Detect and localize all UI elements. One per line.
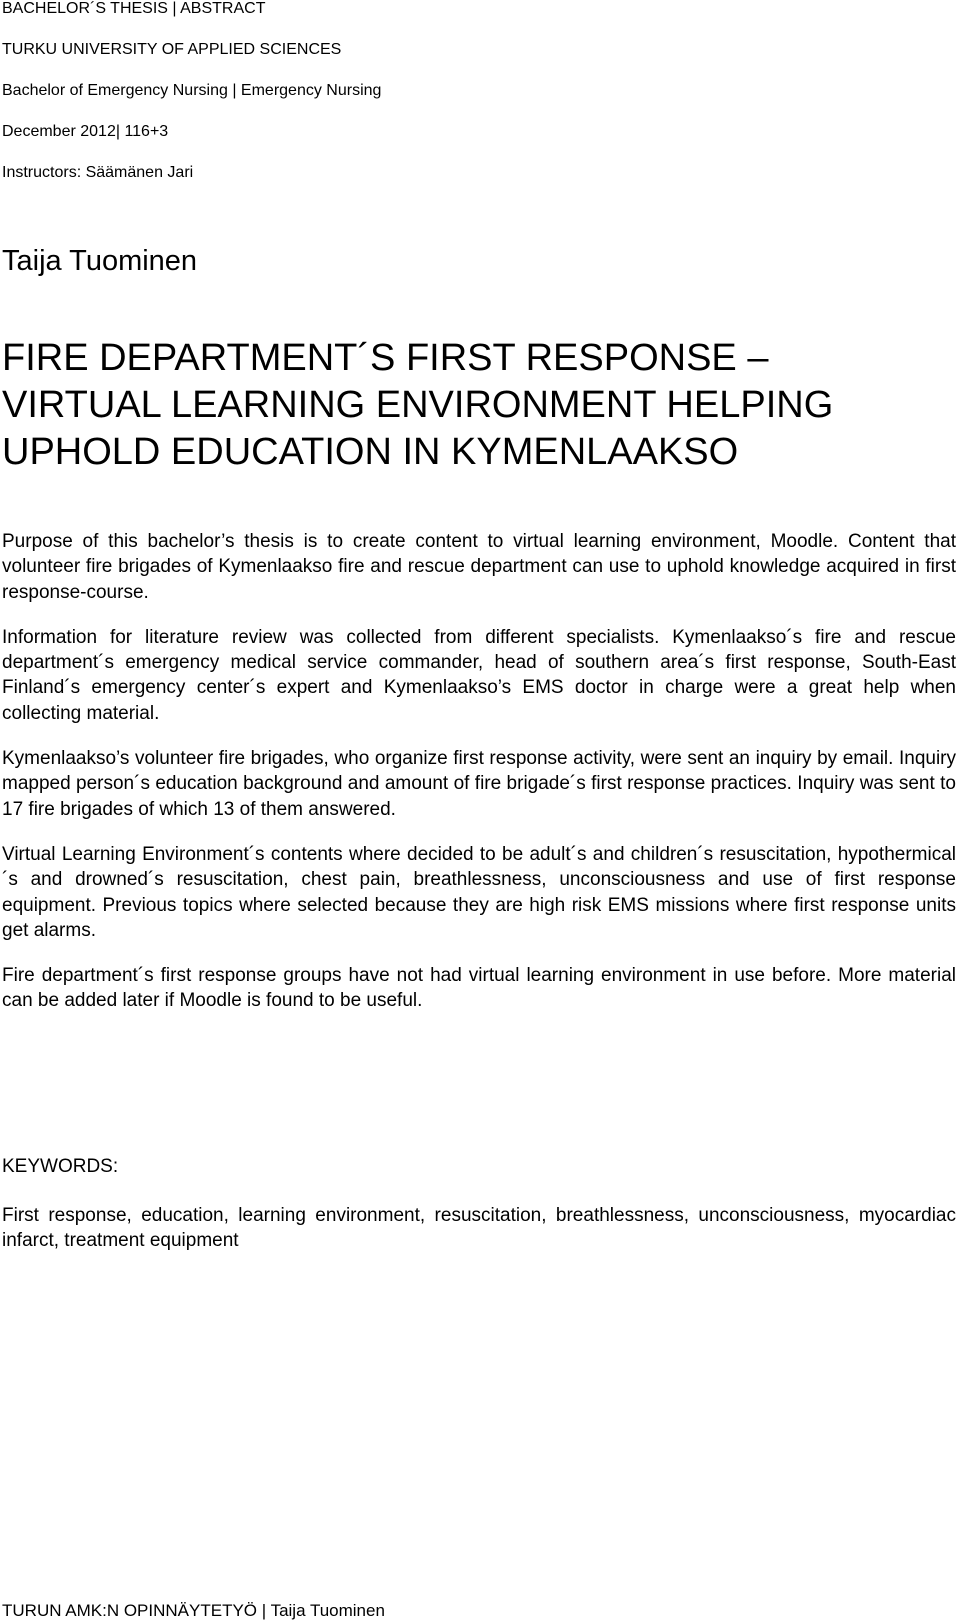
abstract-paragraph-purpose: Purpose of this bachelor’s thesis is to create content to virtual learning environment, Moodle. Content that volunteer fire brigades of Kymenlaakso fire and rescue department can use to uphold knowledge acquired in first response-course. [2,531,956,603]
keywords-heading: KEYWORDS: [2,1156,119,1177]
degree-programme: Bachelor of Emergency Nursing | Emergency Nursing [2,82,382,99]
thesis-title [2,335,902,476]
title-line-3: UPHOLD EDUCATION IN KYMENLAAKSO [2,431,739,473]
keywords-list: First response, education, learning environment, resuscitation, breathlessness, unconsciousness, myocardiac infarct, treatment equipment [2,1205,956,1252]
title-line-2: VIRTUAL LEARNING ENVIRONMENT HELPING [2,384,834,426]
abstract-paragraph-literature: Information for literature review was collected from different specialists. Kymenlaakso´s fire and rescue department´s emergency medical service commander, head of southern area´s first response, South-East Finland´s emergency center´s expert and Kymenlaakso’s EMS doctor in charge were a great help when collecting material. [2,626,956,724]
abstract-paragraph-conclusion: Fire department´s first response groups have not had virtual learning environment in use before. More material can be added later if Moodle is found to be useful. [2,965,956,1012]
abstract-paragraph-inquiry: Kymenlaakso’s volunteer fire brigades, who organize first response activity, were sent an inquiry by email. Inquiry mapped person´s education background and amount of fire brigade´s first response practices. Inquiry was sent to 17 fire brigades of which 13 of them answered. [2,748,956,820]
abstract-body [2,529,956,1034]
university-name: TURKU UNIVERSITY OF APPLIED SCIENCES [2,41,342,58]
page-footer: TURUN AMK:N OPINNÄYTETYÖ | Taija Tuominen [2,1601,385,1620]
title-line-1: FIRE DEPARTMENT´S FIRST RESPONSE – [2,337,769,379]
instructors: Instructors: Säämänen Jari [2,164,194,181]
abstract-paragraph-contents: Virtual Learning Environment´s contents where decided to be adult´s and children´s resuscitation, hypothermical´s and drowned´s resuscitation, chest pain, breathlessness, unconsciousness and use of first response equipment. Previous topics where selected because they are high risk EMS missions where first response units get alarms. [2,843,956,941]
author-name: Taija Tuominen [2,245,198,277]
date-and-pages: December 2012| 116+3 [2,123,169,140]
document-type-label: BACHELOR´S THESIS | ABSTRACT [2,0,266,17]
